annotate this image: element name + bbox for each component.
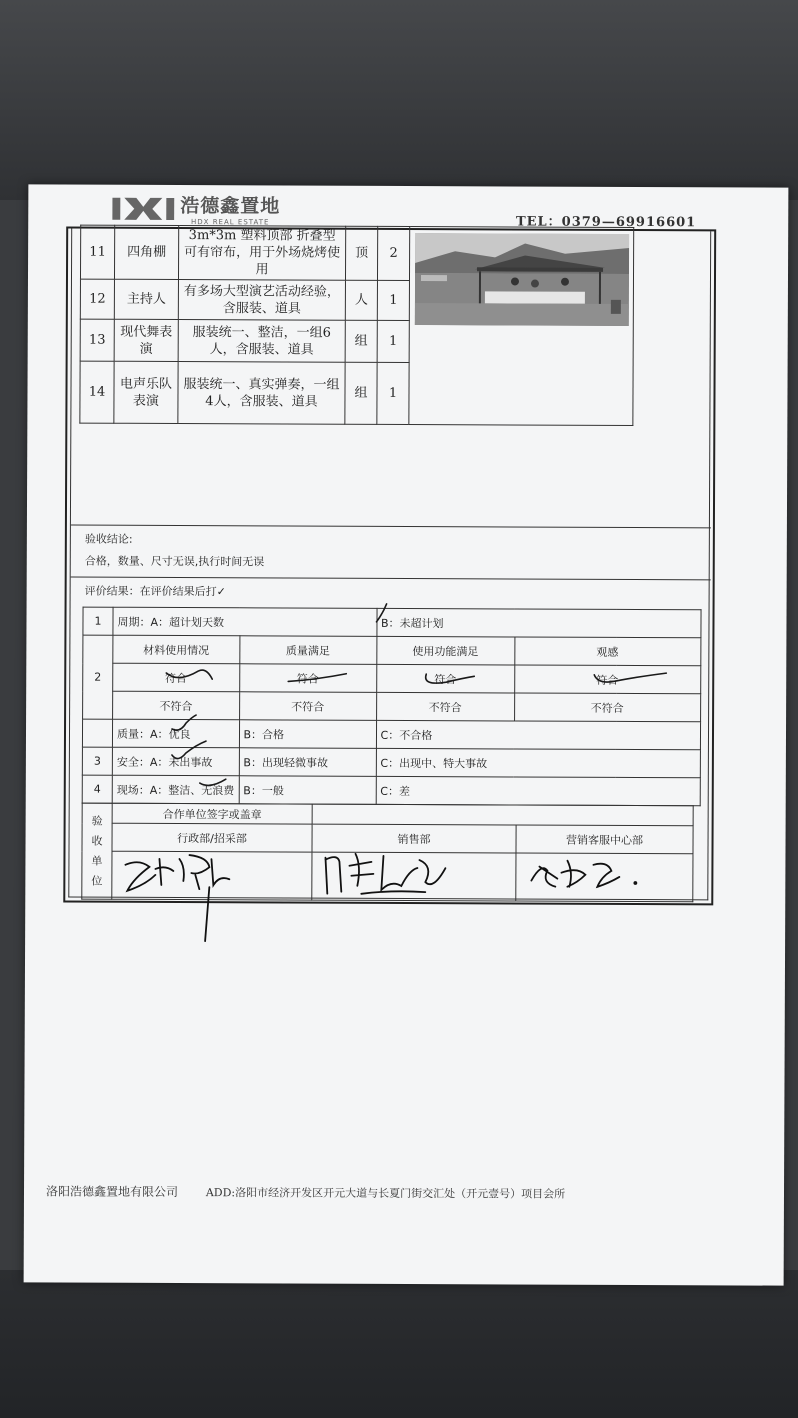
event-tent-photo	[414, 233, 628, 326]
item-number: 14	[80, 361, 114, 423]
fail-quality: 不符合	[239, 692, 376, 721]
item-quantity: 1	[377, 362, 409, 424]
signoff-side-label: 验 收 单 位	[82, 803, 112, 899]
table-row	[82, 719, 700, 750]
dept-admin: 行政部/招采部	[112, 823, 312, 852]
hdx-logo-icon	[112, 195, 174, 221]
quality-option-c: C：不合格	[376, 720, 700, 749]
header-function: 使用功能满足	[376, 636, 514, 665]
site-option-c: C：差	[376, 776, 700, 805]
acceptance-label: 验收结论:	[84, 532, 133, 546]
cycle-option-b: B：未超计划	[376, 608, 700, 637]
desk-background	[0, 0, 798, 200]
signature-sales-handwriting	[321, 846, 451, 907]
fail-appearance: 不符合	[514, 693, 700, 722]
pass-appearance: 符合	[514, 665, 700, 694]
fail-function: 不符合	[376, 692, 514, 721]
signature-service-handwriting	[527, 853, 647, 894]
pass-function: 符合	[376, 664, 514, 693]
document-page	[24, 184, 789, 1285]
item-unit: 组	[345, 362, 377, 424]
table-row	[80, 225, 633, 281]
fail-material: 不符合	[113, 691, 240, 720]
safety-option-b: B：出现轻微事故	[239, 748, 376, 777]
table-row	[83, 663, 701, 694]
site-option-a: 现场：A：整洁、无浪费	[112, 775, 239, 804]
item-name: 四角棚	[114, 225, 178, 279]
row-number: 2	[83, 635, 113, 719]
table-row	[83, 607, 701, 638]
item-name: 主持人	[114, 279, 178, 319]
item-number: 13	[80, 319, 114, 361]
pass-quality: 符合	[239, 664, 376, 693]
header-quality: 质量满足	[239, 636, 376, 665]
quality-option-a: 质量：A：优良	[112, 719, 239, 748]
acceptance-text: 合格，数量、尺寸无误,执行时间无误	[84, 554, 265, 569]
safety-option-c: C：出现中、特大事故	[376, 748, 700, 777]
item-number: 11	[80, 225, 114, 279]
item-unit: 人	[345, 280, 377, 320]
footer-address: ADD:洛阳市经济开发区开元大道与长夏门街交汇处（开元壹号）项目会所	[205, 1186, 566, 1201]
site-option-b: B：一般	[239, 776, 376, 805]
safety-option-a: 安全：A：未出事故	[112, 747, 239, 776]
footer-company: 洛阳浩德鑫置地有限公司	[45, 1184, 179, 1200]
quality-option-b: B：合格	[239, 720, 376, 749]
page-footer	[46, 1182, 565, 1201]
dept-customer-service: 营销客服中心部	[516, 825, 693, 854]
header-material: 材料使用情况	[113, 635, 240, 664]
header-appearance: 观感	[514, 637, 700, 666]
photo-cell	[409, 227, 634, 426]
row-number: 3	[82, 747, 112, 775]
item-description: 服装统一、整洁，一组6人，含服装、道具	[178, 320, 345, 363]
item-quantity: 1	[377, 280, 409, 320]
signature-admin-handwriting	[119, 845, 239, 946]
item-description: 3m*3m 塑料顶部 折叠型 可有帘布，用于外场烧烤使用	[178, 226, 345, 281]
table-row	[82, 775, 700, 806]
item-unit: 顶	[345, 226, 377, 280]
table-row	[82, 747, 700, 778]
item-number: 12	[80, 279, 114, 319]
logo-chinese-name: 浩德鑫置地	[180, 195, 281, 218]
evaluation-label: 评价结果：在评价结果后打✓	[84, 584, 226, 599]
item-name: 现代舞表演	[114, 319, 178, 361]
item-name: 电声乐队表演	[114, 361, 178, 423]
item-description: 有多场大型演艺活动经验，含服装、道具	[178, 280, 345, 321]
item-quantity: 2	[377, 226, 409, 280]
telephone-number: TEL：0379—69916601	[515, 214, 697, 231]
logo-english-name: HDX REAL ESTATE	[191, 218, 270, 227]
items-table	[79, 225, 634, 426]
evaluation-table	[82, 607, 701, 807]
company-logo	[112, 191, 280, 227]
signoff-title: 合作单位签字或盖章	[112, 803, 312, 824]
pass-material: 符合	[113, 663, 240, 692]
row-number: 4	[82, 775, 112, 803]
dept-sales: 销售部	[312, 824, 516, 853]
cycle-option-a: 周期：A：超计划天数	[113, 607, 377, 636]
row-number: 1	[83, 607, 113, 635]
item-unit: 组	[345, 320, 377, 362]
desk-background-bottom	[0, 1270, 798, 1418]
table-row	[82, 803, 693, 826]
table-row	[83, 691, 701, 722]
item-quantity: 1	[377, 320, 409, 362]
item-description: 服装统一、真实弹奏，一组4人，含服装、道具	[178, 362, 345, 425]
table-row	[83, 635, 701, 666]
